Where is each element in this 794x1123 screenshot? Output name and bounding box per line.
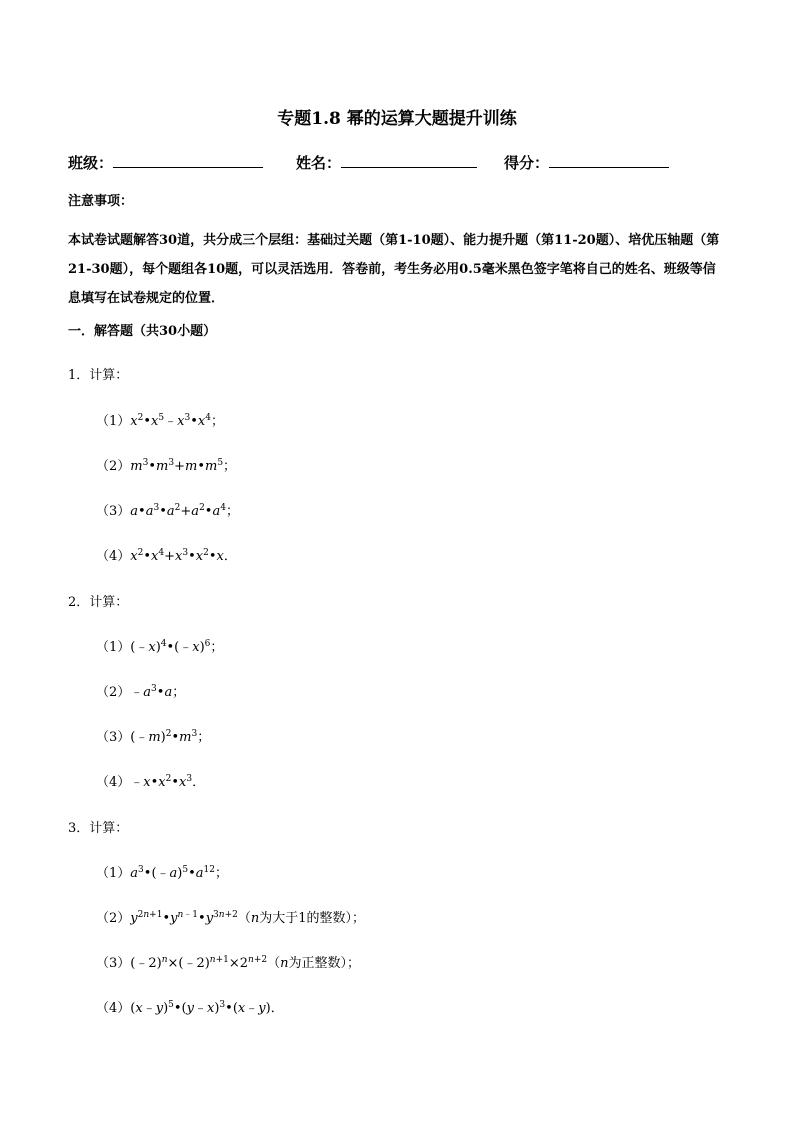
question-2-label: 2．计算： bbox=[68, 595, 129, 610]
page-title: 专题1.8 幂的运算大题提升训练 bbox=[277, 109, 517, 129]
section-heading: 一．解答题（共30小题） bbox=[68, 324, 217, 339]
score-blank[interactable] bbox=[549, 153, 669, 168]
question-1-item-1: $(1)x^2•x^5﹣x^3•x^4$； bbox=[96, 413, 224, 429]
question-3-item-3: $(3)(﹣2)^n\times(﹣2)^{n+1}\times 2^{n+2}(n$为正整数）； bbox=[96, 955, 361, 971]
notice-text: 本试卷试题解答30道，共分成三个层组：基础过关题（第1-10题）、能力提升题（第11-20题）、培优压轴题（第21-30题），每个题组各10题，可以灵活选用．答卷前，考生务必用0.5毫米黑色签字笔将自己的姓名、班级等信息填写在试卷规定的位置． bbox=[68, 233, 720, 306]
name-field bbox=[296, 152, 477, 173]
class-blank[interactable] bbox=[113, 153, 263, 168]
question-1-item-4: $(4)x^2•x^4+x^3•x^2•x$． bbox=[96, 548, 237, 564]
class-label: 班级： bbox=[68, 154, 114, 172]
question-2-item-1: （1）(﹣x)$^4$•(﹣x)$^6$； bbox=[96, 639, 224, 655]
question-3-item-1: $(1)a^3•(﹣a)^5•a^{12}$； bbox=[96, 865, 229, 881]
question-1-item-2: $(2)m^3•m^3+m•m^5$； bbox=[96, 458, 237, 474]
name-blank[interactable] bbox=[341, 153, 477, 168]
question-3-label: 3．计算： bbox=[68, 821, 129, 836]
question-2-item-2: $(2)﹣a^3•a$； bbox=[96, 684, 186, 700]
score-label: 得分： bbox=[504, 154, 550, 172]
score-field bbox=[504, 152, 669, 173]
notice-heading: 注意事项： bbox=[68, 194, 134, 209]
question-2-item-4: $(4)﹣x•x^2•x^3$． bbox=[96, 774, 206, 790]
question-2-item-3: $(3)(﹣m)^2•m^3$； bbox=[96, 729, 211, 745]
name-label: 姓名： bbox=[296, 154, 342, 172]
question-1-label: 1．计算： bbox=[68, 368, 129, 383]
class-field bbox=[68, 152, 263, 173]
question-1-item-3: $(3)a•a^3•a^2+a^2•a^4$； bbox=[96, 503, 239, 519]
question-3-item-4: （4）(x﹣y)$^5$•(y﹣x)$^3$•(x﹣y)． bbox=[96, 1000, 284, 1016]
question-3-item-2: $(2)y^{2n+1}•y^{n﹣1}•y^{3n+2}(n$为大于1的整数）； bbox=[96, 910, 366, 926]
